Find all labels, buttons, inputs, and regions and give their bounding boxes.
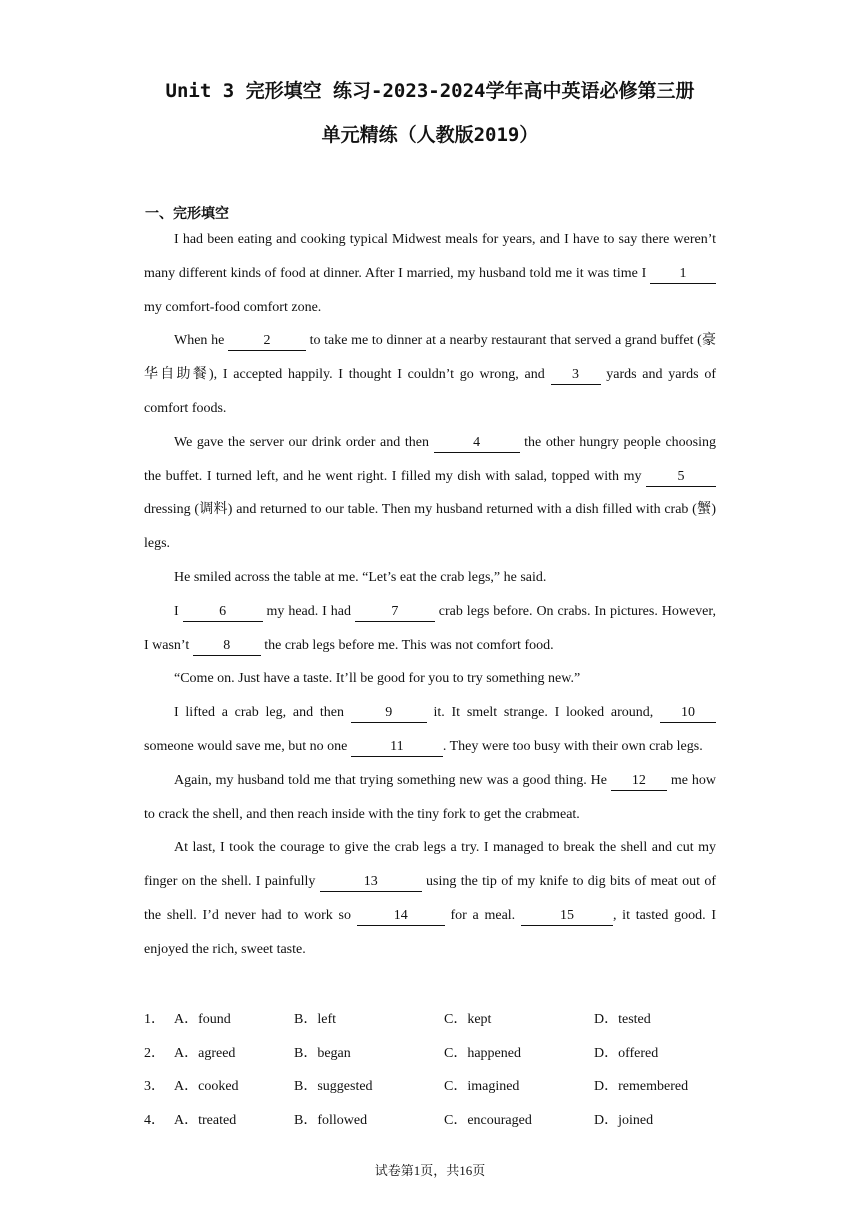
blank-9: 9 bbox=[351, 704, 427, 723]
option-c[interactable]: C．happened bbox=[444, 1045, 521, 1061]
page-title-line-1: Unit 3 完形填空 练习-2023-2024学年高中英语必修第三册 bbox=[165, 80, 695, 102]
option-a[interactable]: A．cooked bbox=[174, 1079, 239, 1095]
text: me how to crack the shell, and then reach inside with the tiny fork to get the crabmeat. bbox=[144, 772, 717, 822]
text: , it tasted good. I enjoyed the rich, sweet taste. bbox=[144, 907, 716, 957]
paragraph-9 bbox=[144, 831, 716, 966]
blank-13: 13 bbox=[320, 873, 422, 892]
option-c[interactable]: C．kept bbox=[444, 1011, 492, 1027]
blank-11: 11 bbox=[351, 738, 443, 757]
answer-options bbox=[144, 1001, 744, 1136]
question-number: 3． bbox=[144, 1079, 165, 1095]
paragraph-7 bbox=[144, 696, 716, 764]
text: it. It smelt strange. I looked around, bbox=[426, 705, 660, 721]
paragraph-4: He smiled across the table at me. “Let’s eat the crab legs,” he said. bbox=[174, 569, 547, 585]
option-row-1 bbox=[144, 1001, 744, 1035]
text: to take me to dinner at a nearby restaurant that served a grand buffet (豪华自助餐), I accepted happily. I thought I couldn’t go wrong, and bbox=[144, 333, 716, 383]
option-a[interactable]: A．found bbox=[174, 1011, 231, 1027]
text: When he bbox=[174, 333, 228, 349]
blank-14: 14 bbox=[357, 907, 445, 926]
blank-4: 4 bbox=[434, 434, 520, 453]
text: using the tip of my knife to dig bits of meat out of the shell. I’d never had to work so bbox=[144, 874, 716, 923]
paragraph-3 bbox=[144, 426, 716, 561]
blank-2: 2 bbox=[228, 332, 306, 351]
blank-8: 8 bbox=[193, 637, 261, 656]
option-b[interactable]: B．followed bbox=[294, 1113, 368, 1129]
blank-5: 5 bbox=[646, 468, 716, 487]
paragraph-1 bbox=[144, 223, 716, 324]
blank-10: 10 bbox=[660, 704, 716, 723]
section-heading: 一、完形填空 bbox=[145, 206, 229, 222]
option-c[interactable]: C．imagined bbox=[444, 1079, 520, 1095]
option-b[interactable]: B．began bbox=[294, 1045, 351, 1061]
option-row-2 bbox=[144, 1035, 744, 1069]
option-b[interactable]: B．suggested bbox=[294, 1079, 373, 1095]
text: my head. I had bbox=[262, 603, 355, 619]
blank-1: 1 bbox=[650, 265, 716, 284]
blank-7: 7 bbox=[355, 603, 435, 622]
text: the crab legs before me. This was not comfort food. bbox=[260, 637, 554, 653]
cloze-passage bbox=[144, 223, 716, 967]
option-d[interactable]: D．tested bbox=[594, 1011, 651, 1027]
text: At last, I took the courage to give the crab legs a try. I managed to break the shell and cut my finger on the shell. I painfully bbox=[144, 840, 716, 890]
option-row-3 bbox=[144, 1069, 744, 1103]
paragraph-8 bbox=[144, 764, 716, 832]
question-number: 2． bbox=[144, 1045, 165, 1061]
text: We gave the server our drink order and then bbox=[174, 434, 434, 450]
blank-6: 6 bbox=[183, 603, 263, 622]
text: dressing (调料) and returned to our table. Then my husband returned with a dish filled with crab (蟹) legs. bbox=[144, 502, 716, 552]
paragraph-5 bbox=[144, 595, 716, 663]
option-a[interactable]: A．agreed bbox=[174, 1045, 236, 1061]
option-d[interactable]: D．offered bbox=[594, 1045, 659, 1061]
option-row-4 bbox=[144, 1102, 744, 1136]
option-c[interactable]: C．encouraged bbox=[444, 1113, 532, 1129]
blank-12: 12 bbox=[611, 772, 667, 791]
page-footer: 试卷第1页，共16页 bbox=[374, 1163, 486, 1178]
paragraph-6: “Come on. Just have a taste. It’ll be good for you to try something new.” bbox=[174, 671, 581, 687]
text: I had been eating and cooking typical Midwest meals for years, and I have to say there weren’t many different kinds of food at dinner. After I married, my husband told me it was time I bbox=[144, 232, 716, 281]
option-b[interactable]: B．left bbox=[294, 1011, 336, 1027]
question-number: 1． bbox=[144, 1011, 165, 1027]
text: crab legs before. On crabs. In pictures. However, I wasn’t bbox=[144, 603, 716, 653]
text: for a meal. bbox=[444, 907, 521, 923]
page-title-line-2: 单元精练（人教版2019） bbox=[321, 124, 539, 146]
text: I lifted a crab leg, and then bbox=[174, 705, 351, 721]
blank-3: 3 bbox=[551, 366, 601, 385]
option-d[interactable]: D．remembered bbox=[594, 1079, 689, 1095]
option-a[interactable]: A．treated bbox=[174, 1113, 237, 1129]
text: I bbox=[174, 603, 183, 619]
blank-15: 15 bbox=[521, 907, 613, 926]
paragraph-2 bbox=[144, 324, 716, 425]
option-d[interactable]: D．joined bbox=[594, 1113, 654, 1129]
text: . They were too busy with their own crab legs. bbox=[442, 738, 703, 754]
text: Again, my husband told me that trying something new was a good thing. He bbox=[174, 772, 611, 788]
text: someone would save me, but no one bbox=[144, 738, 351, 754]
text: the other hungry people choosing the buffet. I turned left, and he went right. I filled my dish with salad, topped with my bbox=[144, 434, 716, 484]
text: yards and yards of comfort foods. bbox=[144, 367, 716, 416]
text: my comfort-food comfort zone. bbox=[144, 299, 322, 315]
question-number: 4． bbox=[144, 1113, 165, 1129]
